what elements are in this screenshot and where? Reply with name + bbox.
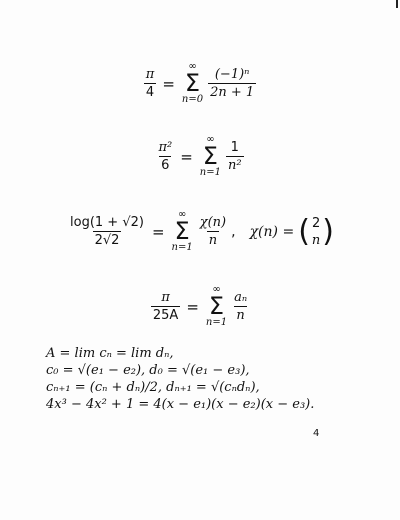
lhs-fraction [151, 290, 180, 323]
equals-sign: = [186, 297, 199, 316]
left-paren: ( [298, 213, 310, 249]
lhs-fraction [144, 67, 157, 100]
sum-lower-limit: n=0 [181, 94, 204, 105]
equation-pi-squared-over-6 [0, 135, 400, 178]
lhs-denominator: 25A [152, 308, 179, 323]
definition-line: cₙ₊₁ = (cₙ + dₙ)/2, dₙ₊₁ = √(cₙdₙ), [46, 380, 260, 395]
legendre-bottom: n [311, 232, 321, 248]
legendre-top: 2 [311, 215, 321, 231]
equals-sign: = [180, 147, 193, 166]
sum-upper-limit: ∞ [177, 209, 187, 220]
lhs-numerator: π² [158, 140, 173, 155]
sum-lower-limit: n=1 [199, 167, 221, 178]
legendre-symbol [310, 216, 322, 248]
sum-upper-limit: ∞ [188, 61, 197, 72]
summation [200, 135, 221, 178]
comma: , [231, 223, 236, 240]
equation-log-formula [0, 210, 400, 253]
term-numerator: (−1)ⁿ [214, 67, 250, 82]
sum-upper-limit: ∞ [206, 134, 215, 145]
equals-sign: = [162, 74, 175, 93]
definition-line: 4x³ − 4x² + 1 = 4(x − e₁)(x − e₂)(x − e₃). [46, 397, 315, 412]
equation-pi-over-4 [0, 62, 400, 105]
lhs-denominator: 4 [145, 85, 155, 100]
page-number: 4 [313, 428, 320, 439]
lhs-numerator: log(1 + √2) [70, 215, 144, 230]
summation [182, 62, 203, 105]
edge-mark [396, 0, 398, 8]
right-paren: ) [322, 213, 334, 249]
term-denominator: n [236, 308, 245, 323]
term-numerator: χ(n) [199, 215, 227, 230]
equals-sign: = [151, 222, 165, 241]
term-numerator: aₙ [234, 290, 248, 305]
summation [172, 210, 193, 253]
term-fraction [198, 215, 228, 248]
term-numerator: 1 [230, 140, 239, 155]
term-denominator: n [208, 233, 218, 248]
sum-lower-limit: n=1 [171, 242, 193, 253]
sigma-symbol: Σ [174, 217, 190, 245]
sigma-symbol: Σ [208, 292, 225, 320]
sum-upper-limit: ∞ [212, 284, 221, 295]
sigma-symbol: Σ [202, 142, 218, 170]
equation-pi-over-25A [0, 285, 400, 328]
lhs-fraction [68, 215, 146, 248]
lhs-numerator: π [161, 290, 170, 305]
summation [206, 285, 227, 328]
lhs-denominator: 2√2 [94, 233, 120, 248]
lhs-fraction [156, 140, 174, 173]
definitions-block [46, 345, 314, 413]
term-fraction [208, 67, 256, 100]
term-fraction [232, 290, 249, 323]
chi-definition-lhs: χ(n) = [249, 223, 295, 240]
term-fraction [226, 140, 244, 173]
lhs-numerator: π [145, 67, 155, 82]
definition-line: A = lim cₙ = lim dₙ, [46, 346, 174, 361]
sigma-symbol: Σ [184, 69, 201, 97]
term-denominator: n² [227, 158, 242, 173]
lhs-denominator: 6 [161, 158, 170, 173]
term-denominator: 2n + 1 [210, 85, 255, 100]
sum-lower-limit: n=1 [205, 317, 228, 328]
definition-line: c₀ = √(e₁ − e₂), d₀ = √(e₁ − e₃), [46, 363, 250, 378]
